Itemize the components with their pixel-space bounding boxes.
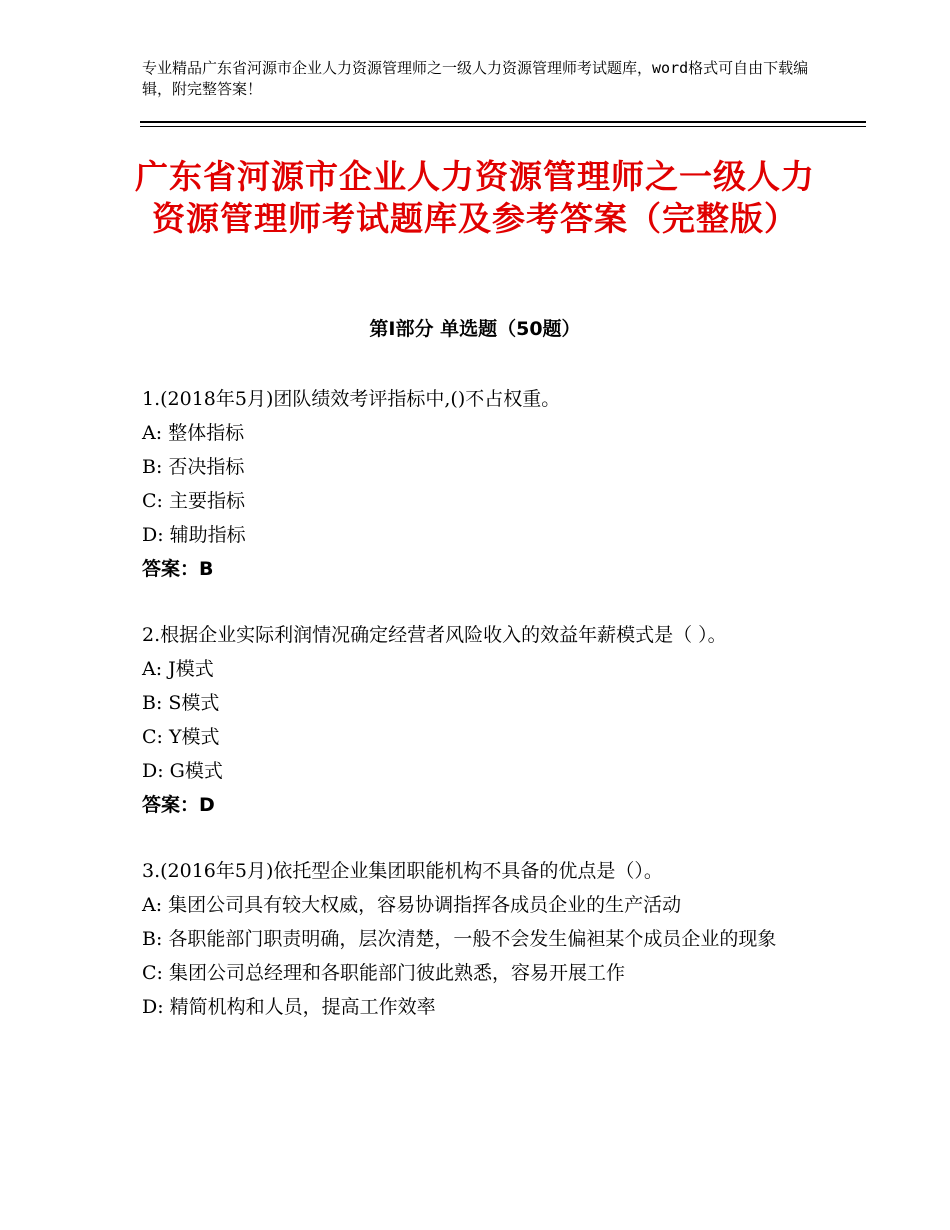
header-note: 专业精品广东省河源市企业人力资源管理师之一级人力资源管理师考试题库，word格式可自由下载编辑，附完整答案！: [142, 59, 809, 98]
question-3: [142, 854, 814, 1024]
option-d: D: G模式: [142, 760, 223, 782]
option-b: B: 否决指标: [142, 456, 245, 478]
option-d: D: 辅助指标: [142, 524, 246, 546]
option-a: A: J模式: [142, 658, 214, 680]
option-b: B: 各职能部门职责明确，层次清楚，一般不会发生偏袒某个成员企业的现象: [142, 928, 777, 950]
option-c: C: Y模式: [142, 726, 220, 748]
header-rule-thin: [140, 126, 866, 127]
question-stem: 1.(2018年5月)团队绩效考评指标中,()不占权重。: [142, 388, 561, 410]
question-1: [142, 382, 814, 586]
option-a: A: 集团公司具有较大权威，容易协调指挥各成员企业的生产活动: [142, 894, 682, 916]
question-2: [142, 618, 814, 822]
option-c: C: 集团公司总经理和各职能部门彼此熟悉，容易开展工作: [142, 962, 625, 984]
option-d: D: 精简机构和人员，提高工作效率: [142, 996, 436, 1018]
section-heading: 第Ⅰ部分 单选题（50题）: [369, 318, 581, 340]
question-stem: 2.根据企业实际利润情况确定经营者风险收入的效益年薪模式是（ ）。: [142, 624, 727, 646]
document-title: 广东省河源市企业人力资源管理师之一级人力资源管理师考试题库及参考答案（完整版）: [135, 157, 815, 238]
question-stem: 3.(2016年5月)依托型企业集团职能机构不具备的优点是（）。: [142, 860, 663, 882]
option-a: A: 整体指标: [142, 422, 245, 444]
option-b: B: S模式: [142, 692, 220, 714]
option-c: C: 主要指标: [142, 490, 245, 512]
answer-label: 答案：D: [142, 794, 215, 816]
header-rule-thick: [140, 121, 866, 123]
answer-label: 答案：B: [142, 558, 214, 580]
question-list: [142, 382, 814, 1024]
